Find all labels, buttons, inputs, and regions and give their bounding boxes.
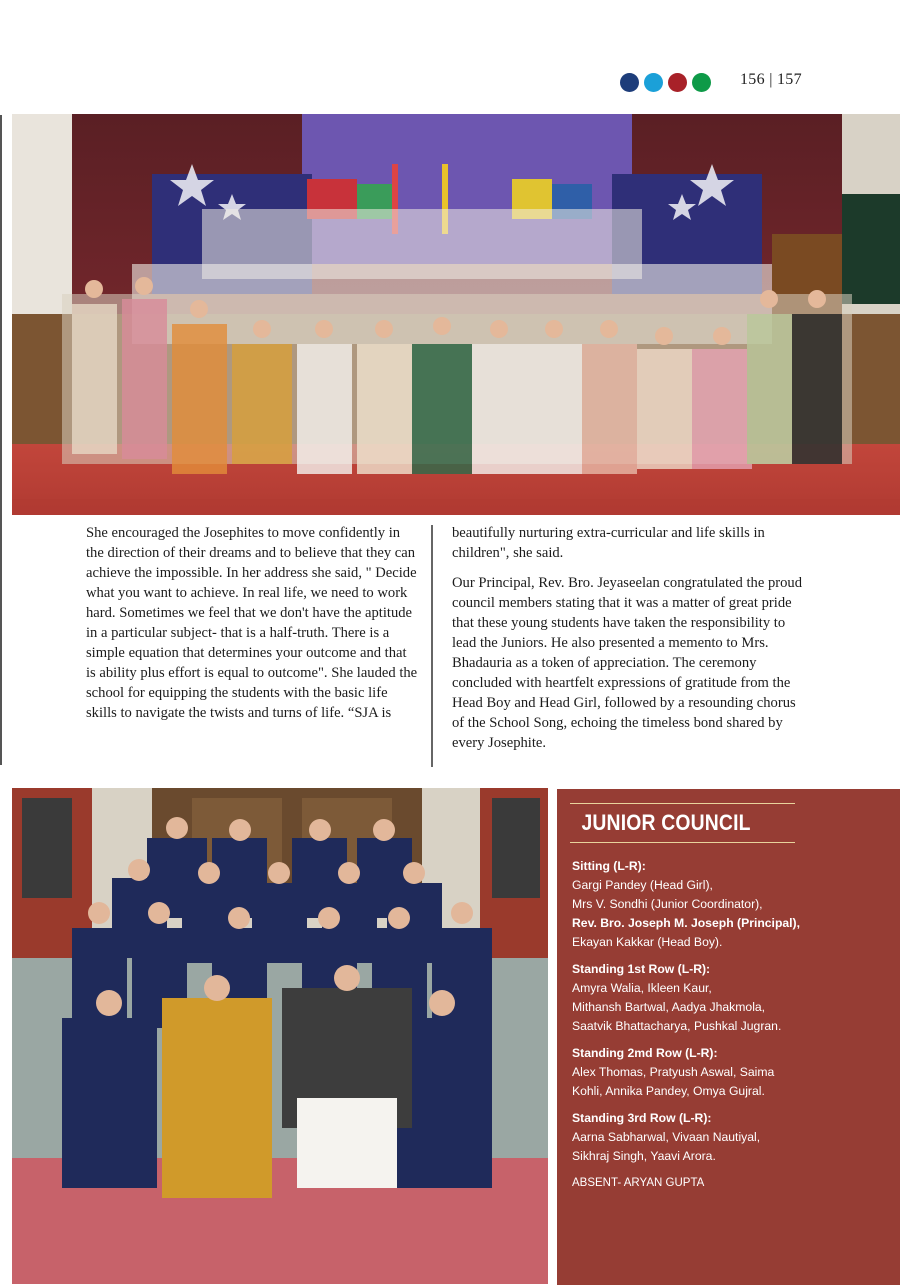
green-dot bbox=[692, 73, 711, 92]
group-heading: Sitting (L-R): bbox=[572, 859, 646, 873]
page-numbers: 156 | 157 bbox=[740, 71, 802, 88]
member-line: Alex Thomas, Pratyush Aswal, Saima bbox=[572, 1065, 775, 1079]
group-heading: Standing 2md Row (L-R): bbox=[572, 1046, 718, 1060]
sky-blue-dot bbox=[644, 73, 663, 92]
member-line: Mithansh Bartwal, Aadya Jhakmola, bbox=[572, 1000, 766, 1014]
member-line: Kohli, Annika Pandey, Omya Gujral. bbox=[572, 1084, 765, 1098]
absent-note: ABSENT- ARYAN GUPTA bbox=[572, 1177, 705, 1189]
member-line: Rev. Bro. Joseph M. Joseph (Principal), bbox=[572, 916, 800, 930]
member-line: Aarna Sabharwal, Vivaan Nautiyal, bbox=[572, 1130, 761, 1144]
standing-row-2 bbox=[572, 1044, 892, 1101]
group-heading: Standing 3rd Row (L-R): bbox=[572, 1111, 712, 1125]
article-paragraph: beautifully nurturing extra-curricular and life skills in children", she said. bbox=[452, 525, 765, 561]
council-title: JUNIOR COUNCIL bbox=[581, 810, 751, 835]
article-right-column bbox=[452, 523, 802, 763]
group-photo-council bbox=[12, 114, 900, 515]
article-paragraph: Our Principal, Rev. Bro. Jeyaseelan congratulated the proud council members stating that it was a matter of great pride that these young students have taken the responsibility to lead the Juniors. He also presented a memento to Mrs. Bhadauria as a token of appreciation. The ceremony concluded with heartfelt expressions of gratitude from the Head Boy and Head Girl, followed by a resounding chorus of the School Song, echoing the timeless bond shared by every Josephite. bbox=[452, 575, 803, 751]
member-line: Sikhraj Singh, Yaavi Arora. bbox=[572, 1149, 716, 1163]
member-line: Ekayan Kakkar (Head Boy). bbox=[572, 935, 723, 949]
standing-row-1 bbox=[572, 960, 892, 1036]
standing-row-3 bbox=[572, 1109, 892, 1166]
group-photo-junior-council bbox=[12, 788, 548, 1284]
article-left-column bbox=[86, 523, 418, 733]
member-line: Mrs V. Sondhi (Junior Coordinator), bbox=[572, 897, 763, 911]
junior-council-panel bbox=[557, 789, 900, 1285]
member-line: Amyra Walia, Ikleen Kaur, bbox=[572, 981, 712, 995]
header-color-dots bbox=[620, 70, 711, 94]
member-line: Saatvik Bhattacharya, Pushkal Jugran. bbox=[572, 1019, 782, 1033]
council-title-frame bbox=[570, 803, 795, 843]
member-line: Gargi Pandey (Head Girl), bbox=[572, 878, 713, 892]
navy-dot bbox=[620, 73, 639, 92]
group-heading: Standing 1st Row (L-R): bbox=[572, 962, 711, 976]
column-divider bbox=[431, 525, 433, 767]
council-members-list bbox=[572, 857, 892, 1193]
left-margin-rule bbox=[0, 115, 2, 765]
red-dot bbox=[668, 73, 687, 92]
article-paragraph: She encouraged the Josephites to move confidently in the direction of their dreams and to believe that they can achieve the impossible. In her address she said, " Decide what you want to achieve. In real life, we need to work hard. Sometimes we feel that we don't have the aptitude in a particular subject- that is a half-truth. There is a simple equation that determines your outcome and that is ability plus effort is equal to outcome". She lauded the school for equipping the students with the basic life skills to navigate the twists and turns of life. “SJA is bbox=[86, 525, 418, 721]
sitting-group bbox=[572, 857, 892, 952]
